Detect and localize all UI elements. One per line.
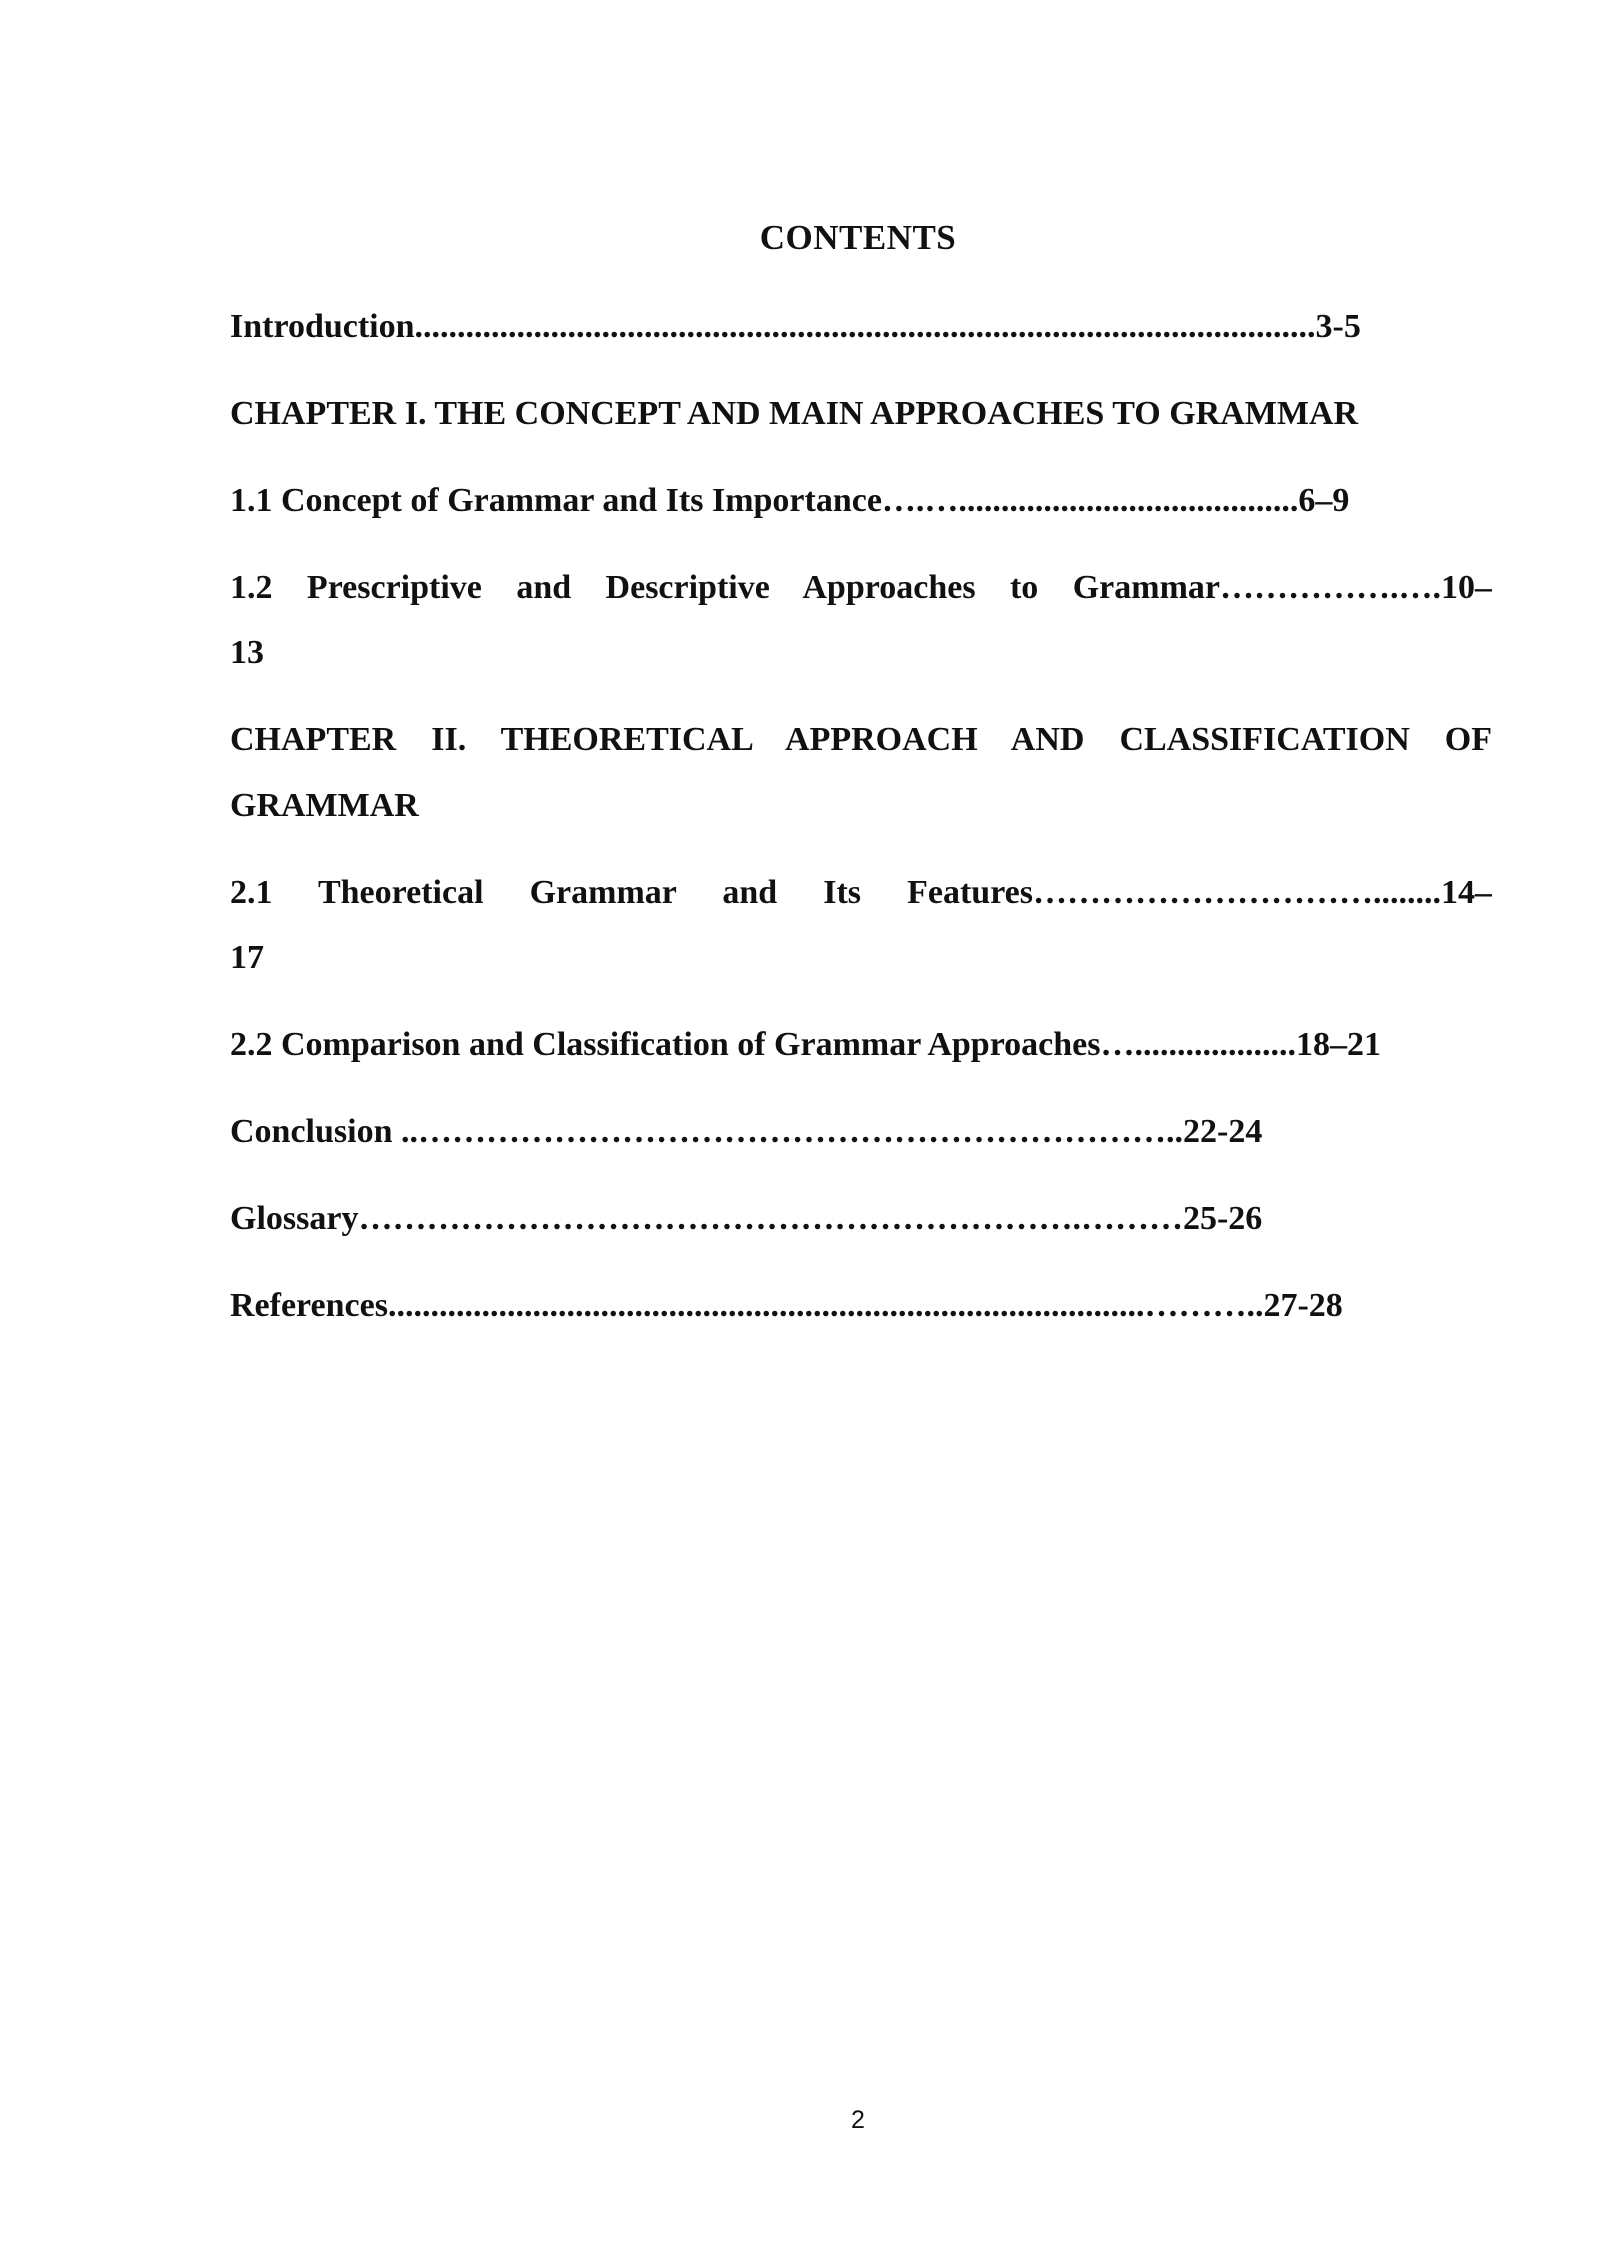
toc-chapter-2-heading[interactable]: CHAPTER II. THEORETICAL APPROACH AND CLASSIFICATION OF: [230, 721, 1492, 758]
toc-chapter-2-heading-continuation: GRAMMAR: [230, 787, 419, 824]
toc-entry-conclusion[interactable]: Conclusion ..…………………………………………………………..22-24: [230, 1113, 1263, 1150]
toc-entry-1-2-page-continuation: 13: [230, 634, 264, 671]
toc-entry-2-1-page-continuation: 17: [230, 939, 264, 976]
toc-entry-2-1[interactable]: 2.1 Theoretical Grammar and Its Features…………………………........14–: [230, 874, 1492, 911]
toc-entry-1-1[interactable]: 1.1 Concept of Grammar and Its Importance….…........................................6–9: [230, 482, 1350, 519]
toc-entry-references[interactable]: References.........................................................................................………..27-28: [230, 1287, 1343, 1324]
toc-chapter-1-heading[interactable]: CHAPTER I. THE CONCEPT AND MAIN APPROACHES TO GRAMMAR: [230, 395, 1359, 432]
toc-entry-glossary[interactable]: Glossary……………………………………………………….………25-26: [230, 1200, 1263, 1237]
page-number: 2: [851, 2106, 865, 2134]
toc-entry-2-2[interactable]: 2.2 Comparison and Classification of Grammar Approaches…...................18–21: [230, 1026, 1382, 1063]
contents-heading: CONTENTS: [759, 218, 957, 257]
toc-entry-introduction[interactable]: Introduction..........................................................................................................3-5: [230, 308, 1361, 345]
toc-entry-1-2[interactable]: 1.2 Prescriptive and Descriptive Approaches to Grammar…………….….10–: [230, 569, 1492, 606]
